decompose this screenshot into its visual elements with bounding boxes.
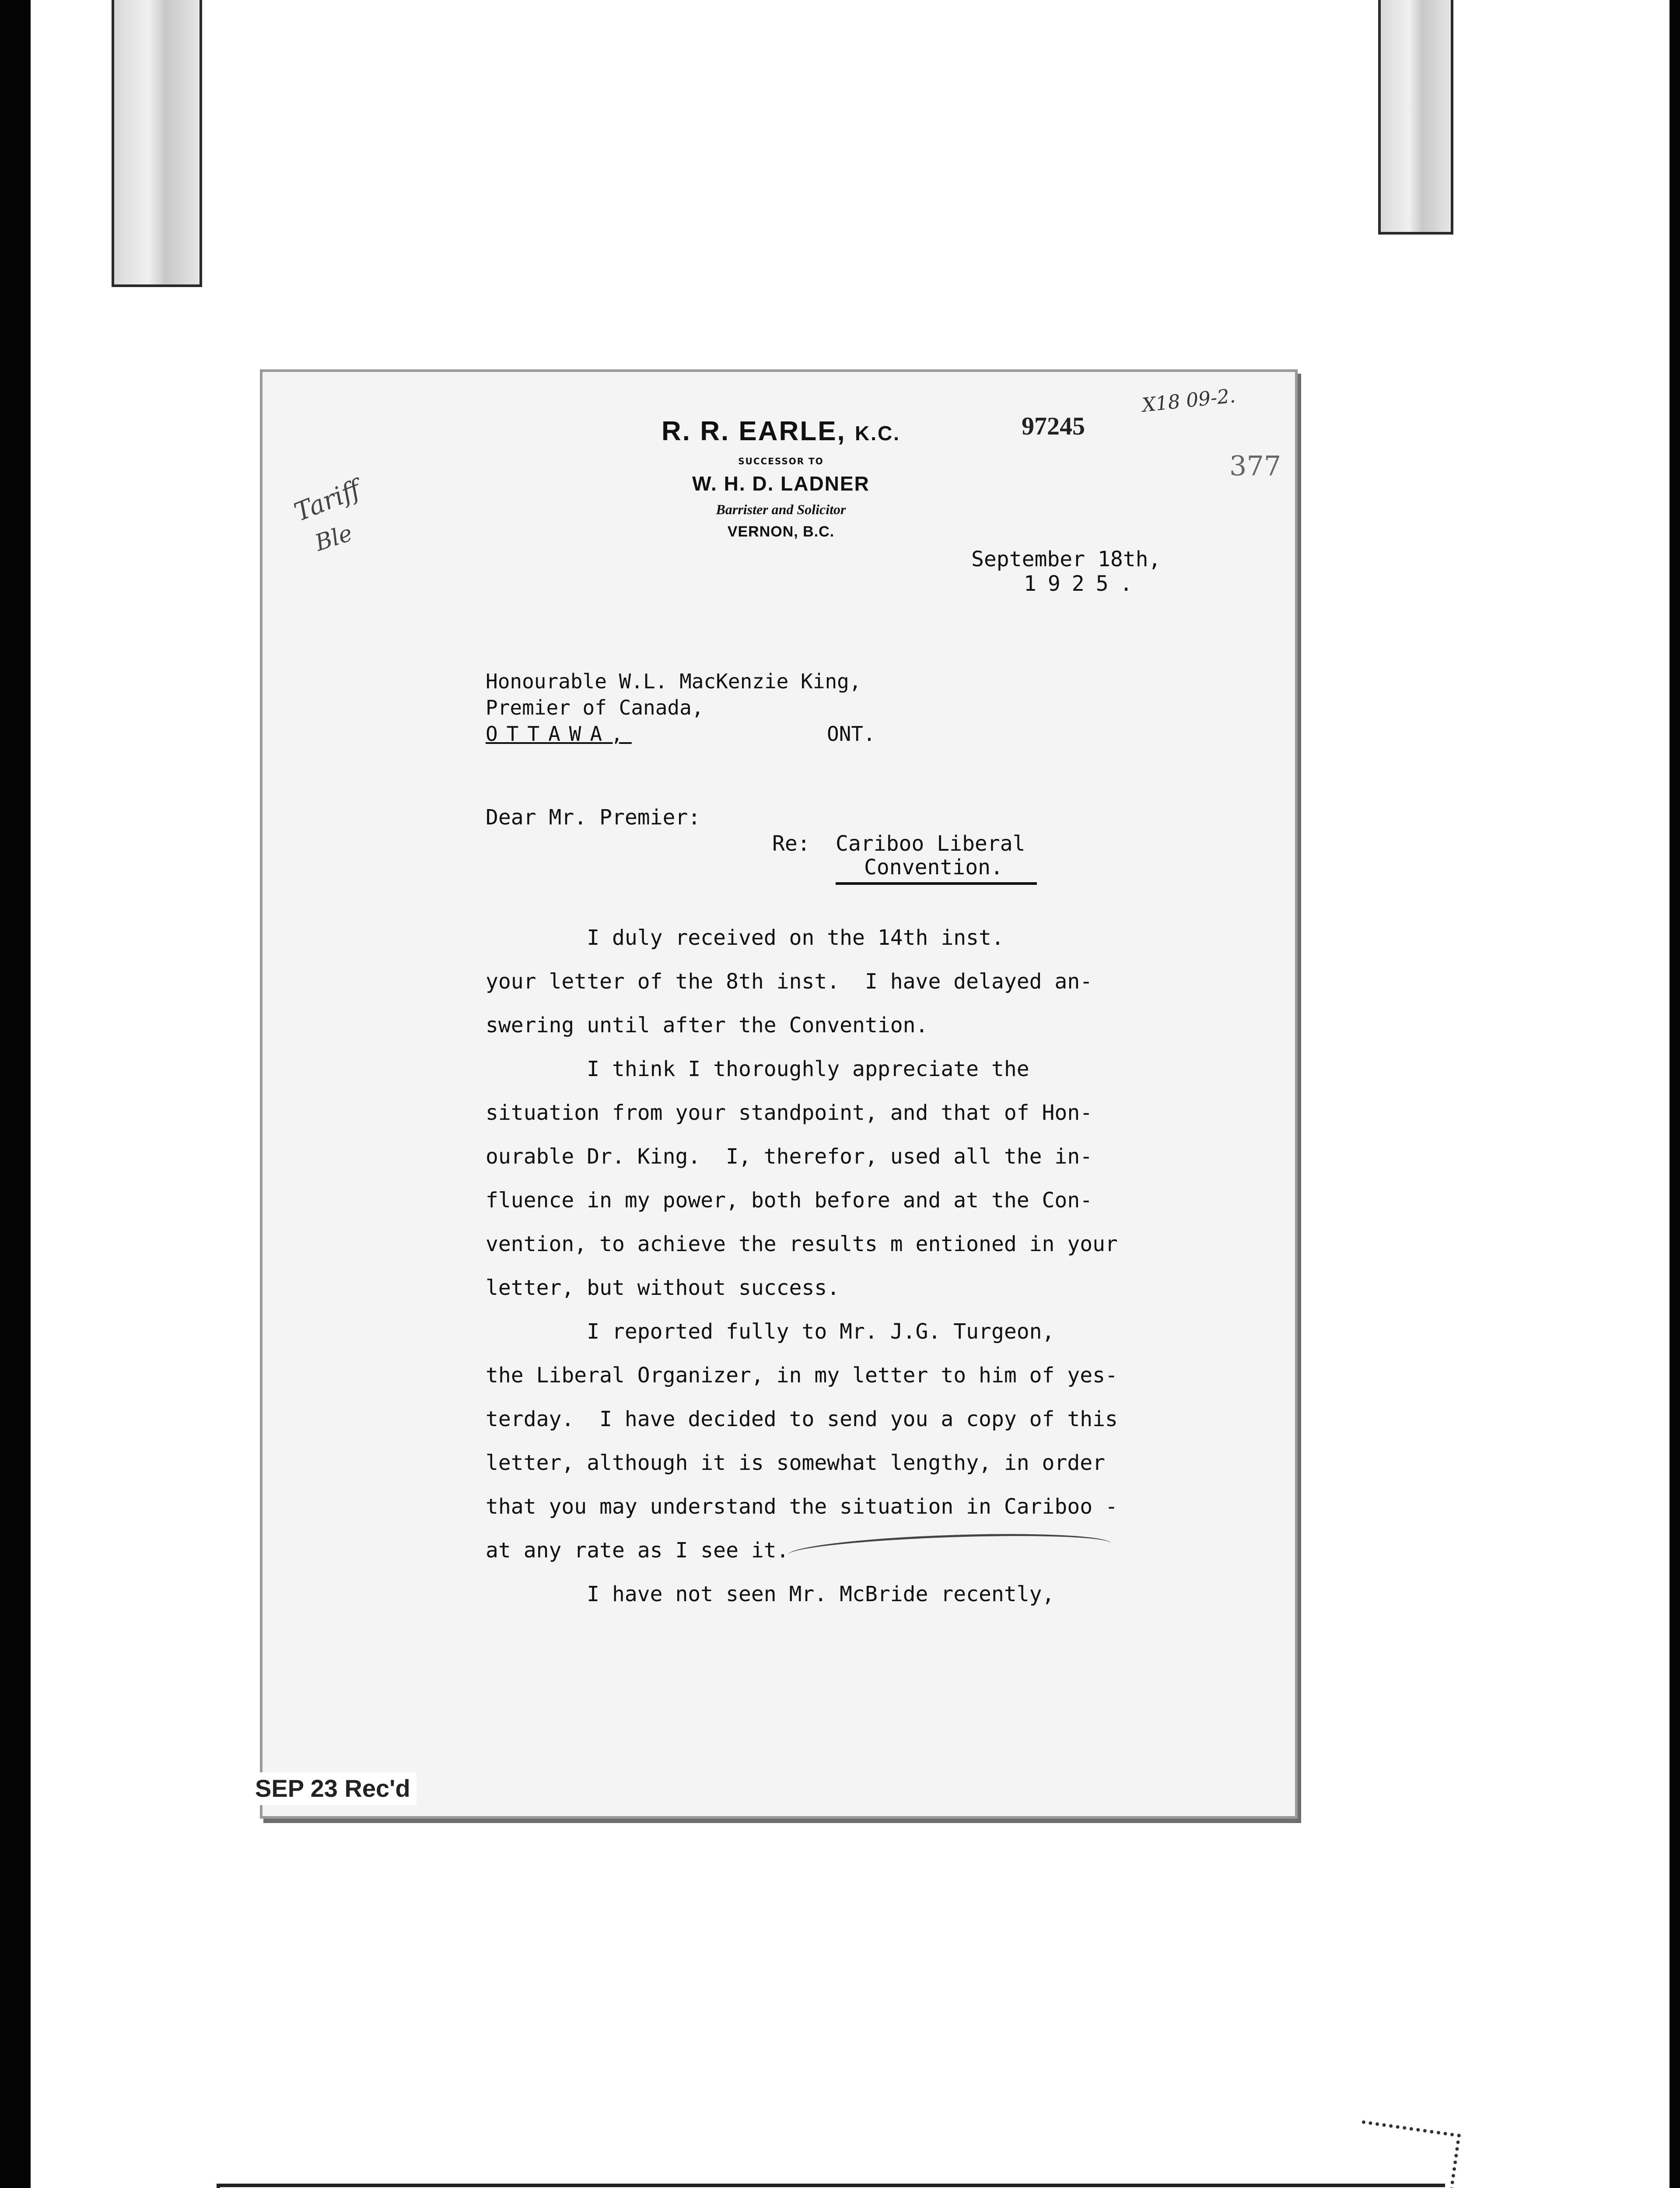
tape-strip-right (1378, 0, 1453, 235)
recipient-name: Honourable W.L. MacKenzie King, (486, 670, 861, 693)
letter-page (262, 372, 1295, 1816)
body-line: the Liberal Organizer, in my letter to him of yes- (486, 1363, 1118, 1388)
body-line: your letter of the 8th inst. I have delayed an- (486, 969, 1093, 994)
file-number: 97245 (1022, 412, 1085, 440)
body-line: I duly received on the 14th inst. (486, 926, 1004, 950)
letterhead-profession: Barrister and Solicitor (716, 501, 846, 517)
body-line: letter, but without success. (486, 1276, 840, 1300)
handwritten-reference: X18 09-2. (1141, 384, 1237, 417)
body-line: terday. I have decided to send you a copy of this (486, 1407, 1118, 1431)
film-border-right (1670, 0, 1680, 2188)
body-line: ourable Dr. King. I, therefor, used all the in- (486, 1144, 1093, 1169)
re-underline (836, 882, 1037, 885)
body-line: I have not seen Mr. McBride recently, (486, 1582, 1055, 1606)
letterhead-successor: SUCCESSOR TO (738, 456, 824, 466)
film-scratch (1351, 2120, 1461, 2188)
pencil-mark (787, 1529, 1112, 1569)
body-line: letter, although it is somewhat lengthy, in order (486, 1451, 1106, 1475)
re-subject: Cariboo Liberal (836, 831, 1026, 856)
body-line: I think I thoroughly appreciate the (486, 1057, 1029, 1081)
salutation: Dear Mr. Premier: (486, 805, 701, 830)
recipient-city: OTTAWA, (486, 722, 632, 746)
margin-note: Ble (312, 520, 356, 557)
letterhead-place: VERNON, B.C. (727, 523, 835, 540)
letterhead-name: R. R. EARLE, K.C. (661, 416, 901, 446)
re-subject: Convention. (864, 855, 1003, 880)
body-line: situation from your standpoint, and that of Hon- (486, 1101, 1093, 1125)
page-number: 377 (1229, 450, 1281, 482)
film-border-left (0, 0, 31, 2188)
body-line: I reported fully to Mr. J.G. Turgeon, (486, 1319, 1055, 1344)
re-label: Re: (772, 831, 810, 856)
letter-date: September 18th, (971, 547, 1161, 572)
archive-label-panel (217, 2184, 1445, 2188)
recipient-province: ONT. (827, 722, 875, 746)
body-line: swering until after the Convention. (486, 1013, 928, 1038)
body-line: fluence in my power, both before and at the Con- (486, 1188, 1093, 1213)
body-line: that you may understand the situation in Cariboo - (486, 1494, 1118, 1519)
body-line: at any rate as I see it. (486, 1538, 789, 1563)
margin-note: Tariff (290, 474, 365, 527)
letter-year: 1925. (1024, 572, 1144, 596)
body-line: vention, to achieve the results m entioned in your (486, 1232, 1118, 1256)
tape-strip-left (112, 0, 202, 287)
received-stamp: SEP 23 Rec'd (255, 1772, 416, 1805)
recipient-title: Premier of Canada, (486, 696, 704, 719)
letterhead-predecessor: W. H. D. LADNER (692, 472, 870, 495)
